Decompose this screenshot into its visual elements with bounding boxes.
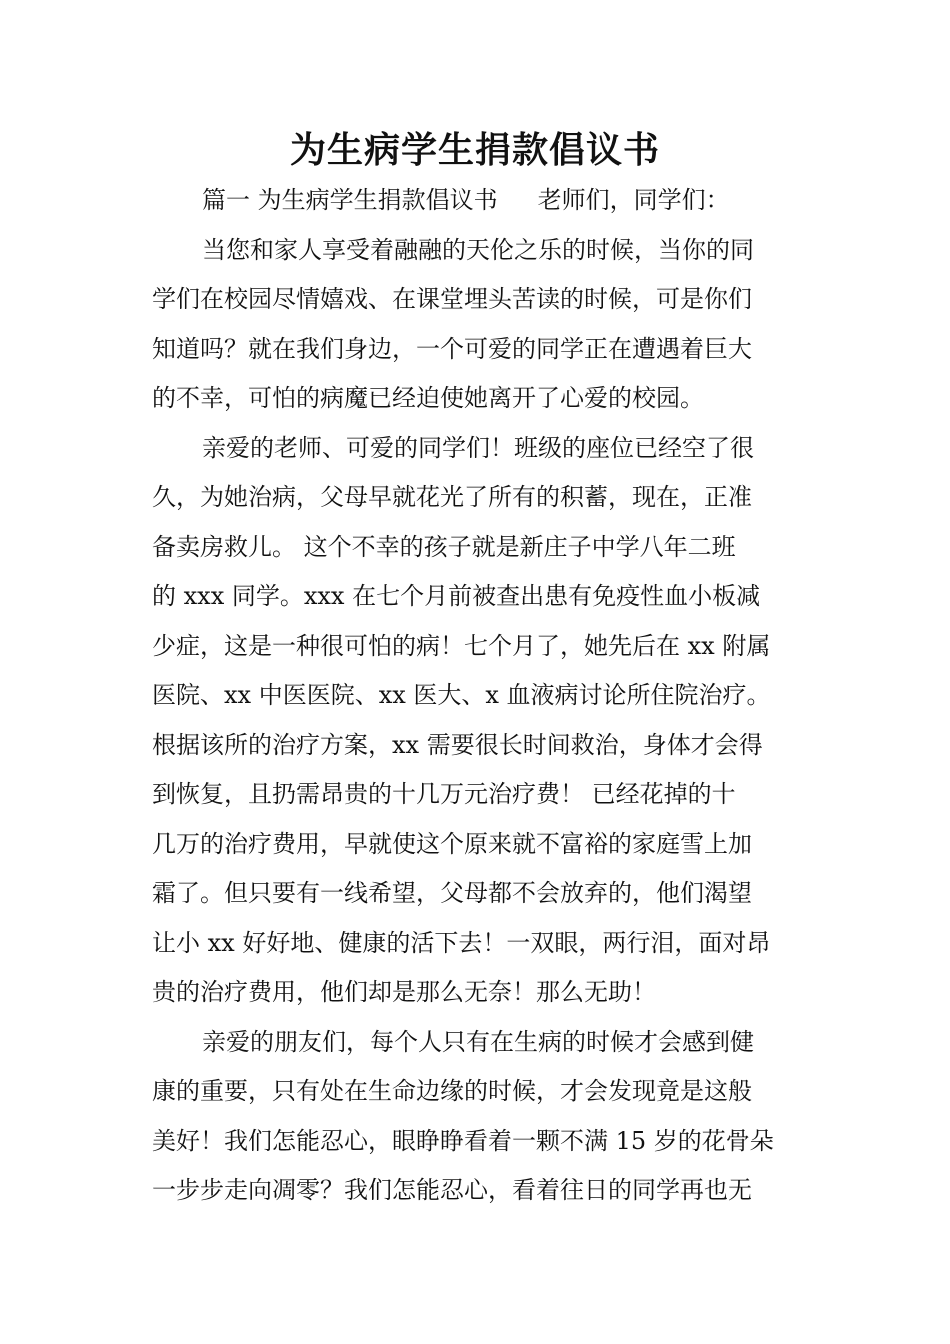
document-title: 为生病学生捐款倡议书 [289,129,660,171]
paragraph-line: 让小 xx 好好地、健康的活下去！一双眼，两行泪，面对昂 [152,928,771,957]
section-heading: 篇一 为生病学生捐款倡议书 [202,186,498,214]
paragraph-line: 久，为她治病，父母早就花光了所有的积蓄，现在，正准 [152,483,752,511]
paragraph-2 [152,424,802,1018]
paragraph-line: 亲爱的老师、可爱的同学们！班级的座位已经空了很 [202,433,754,462]
paragraph-line: 当您和家人享受着融融的天伦之乐的时候，当你的同 [202,235,754,264]
heading-line [152,176,802,226]
paragraph-line: 的 xxx 同学。xxx 在七个月前被查出患有免疫性血小板减 [152,582,761,610]
paragraph-line: 亲爱的朋友们，每个人只有在生病的时候才会感到健 [202,1027,754,1056]
paragraph-line: 康的重要，只有处在生命边缘的时候，才会发现竟是这般 [152,1077,752,1105]
paragraph-line: 美好！我们怎能忍心，眼睁睁看着一颗不满 15 岁的花骨朵 [152,1126,774,1155]
paragraph-line: 贵的治疗费用，他们却是那么无奈！那么无助！ [152,978,656,1006]
paragraph-line: 霜了。但只要有一线希望，父母都不会放弃的，他们渴望 [152,879,752,907]
paragraph-line: 少症，这是一种很可怕的病！七个月了，她先后在 xx 附属 [152,631,771,660]
paragraph-line: 备卖房救儿。 这个不幸的孩子就是新庄子中学八年二班 [152,532,736,561]
paragraph-line: 学们在校园尽情嬉戏、在课堂埋头苦读的时候，可是你们 [152,285,752,313]
document-body [152,176,802,1216]
paragraph-line: 医院、xx 中医医院、xx 医大、x 血液病讨论所住院治疗。 [152,681,771,709]
paragraph-1 [152,226,802,424]
paragraph-line: 根据该所的治疗方案，xx 需要很长时间救治，身体才会得 [152,730,763,759]
paragraph-3 [152,1018,802,1216]
paragraph-line: 知道吗？就在我们身边，一个可爱的同学正在遭遇着巨大 [152,334,752,363]
paragraph-line: 到恢复，且扔需昂贵的十几万元治疗费！ 已经花掉的十 [152,780,736,808]
paragraph-line: 几万的治疗费用，早就使这个原来就不富裕的家庭雪上加 [152,829,752,858]
salutation: 老师们，同学们： [537,186,730,214]
paragraph-line: 的不幸，可怕的病魔已经迫使她离开了心爱的校园。 [152,384,704,412]
paragraph-line: 一步步走向凋零？我们怎能忍心，看着往日的同学再也无 [152,1176,752,1204]
